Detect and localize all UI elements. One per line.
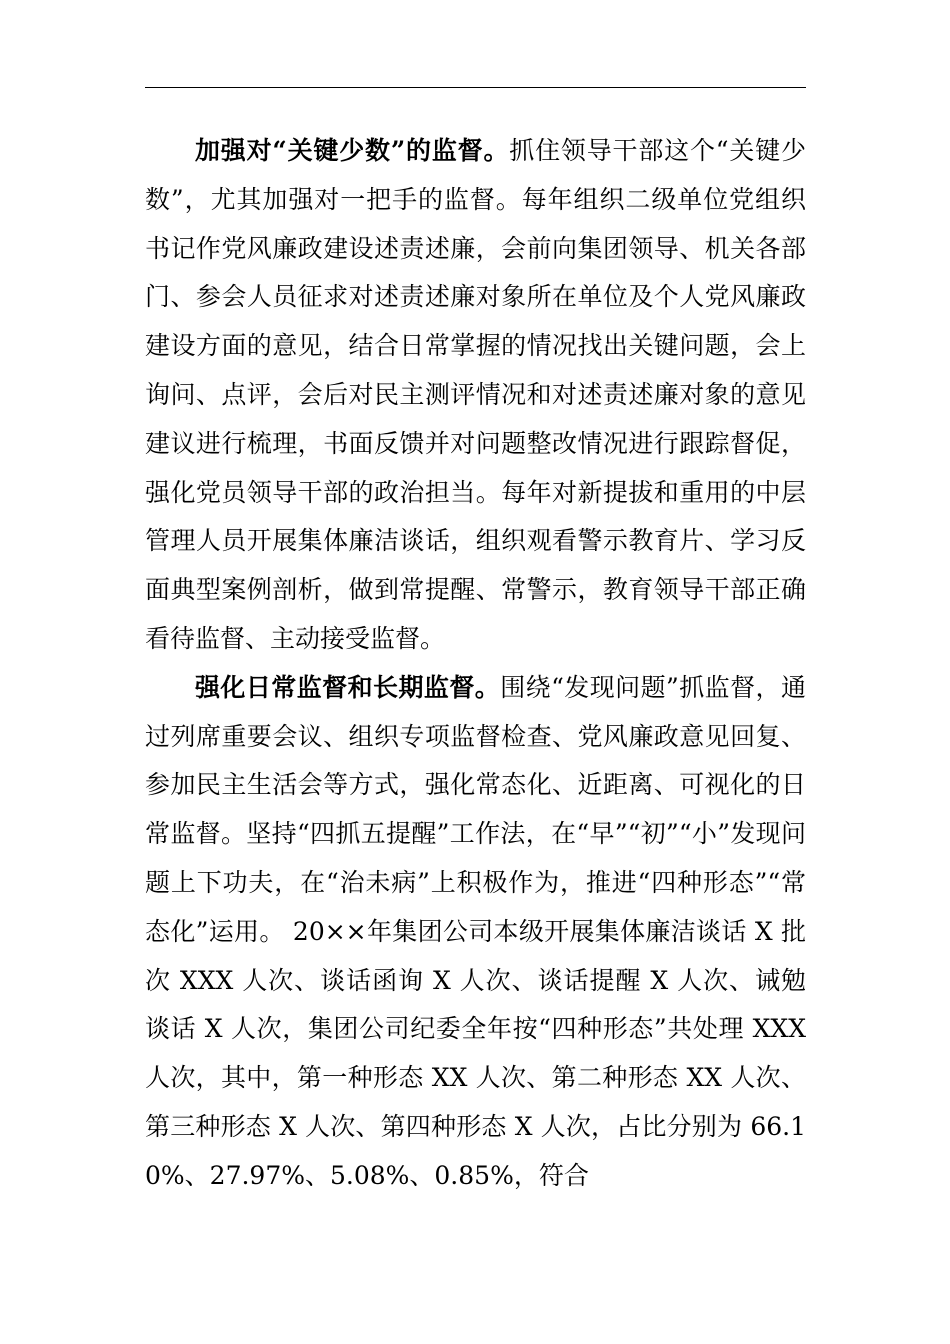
paragraph-text: 抓住领导干部这个“关键少数”，尤其加强对一把手的监督。每年组织二级单位党组织书记作党风廉政建设述责述廉，会前向集团领导、机关各部门、参会人员征求对述责述廉对象所在单位及个人党风廉政建设方面的意见，结合日常掌握的情况找出关键问题，会上询问、点评，会后对民主测评情况和对述责述廉对象的意见建议进行梳理，书面反馈并对问题整改情况进行跟踪督促，强化党员领导干部的政治担当。每年对新提拔和重用的中层管理人员开展集体廉洁谈话，组织观看警示教育片、学习反面典型案例剖析，做到常提醒、常警示，教育领导干部正确看待监督、主动接受监督。 — [145, 136, 806, 653]
header-rule — [145, 87, 806, 88]
paragraph-lead: 强化日常监督和长期监督。 — [195, 672, 501, 702]
paragraph-lead: 加强对“关键少数”的监督。 — [195, 136, 510, 165]
document-body — [145, 127, 806, 1201]
paragraph-text: 围绕“发现问题”抓监督，通过列席重要会议、组织专项监督检查、党风廉政意见回复、参加民主生活会等方式，强化常态化、近距离、可视化的日常监督。坚持“四抓五提醒”工作法，在“早”“初”“小”发现问题上下功夫，在“治未病”上积极作为，推进“四种形态”“常态化”运用。 20××年集团公司本级开展集体廉洁谈话 X 批次 XXX 人次、谈话函询 X 人次、谈话提醒 X 人次、诫勉谈话 X 人次，集团公司纪委全年按“四种形态”共处理 XXX 人次，其中，第一种形态 XX 人次、第二种形态 XX 人次、第三种形态 X 人次、第四种形态 X 人次，占比分别为 66.10%、27.97%、5.08%、0.85%，符合 — [145, 672, 806, 1190]
paragraph-key-minority-supervision — [145, 127, 806, 664]
paragraph-daily-supervision — [145, 664, 806, 1201]
